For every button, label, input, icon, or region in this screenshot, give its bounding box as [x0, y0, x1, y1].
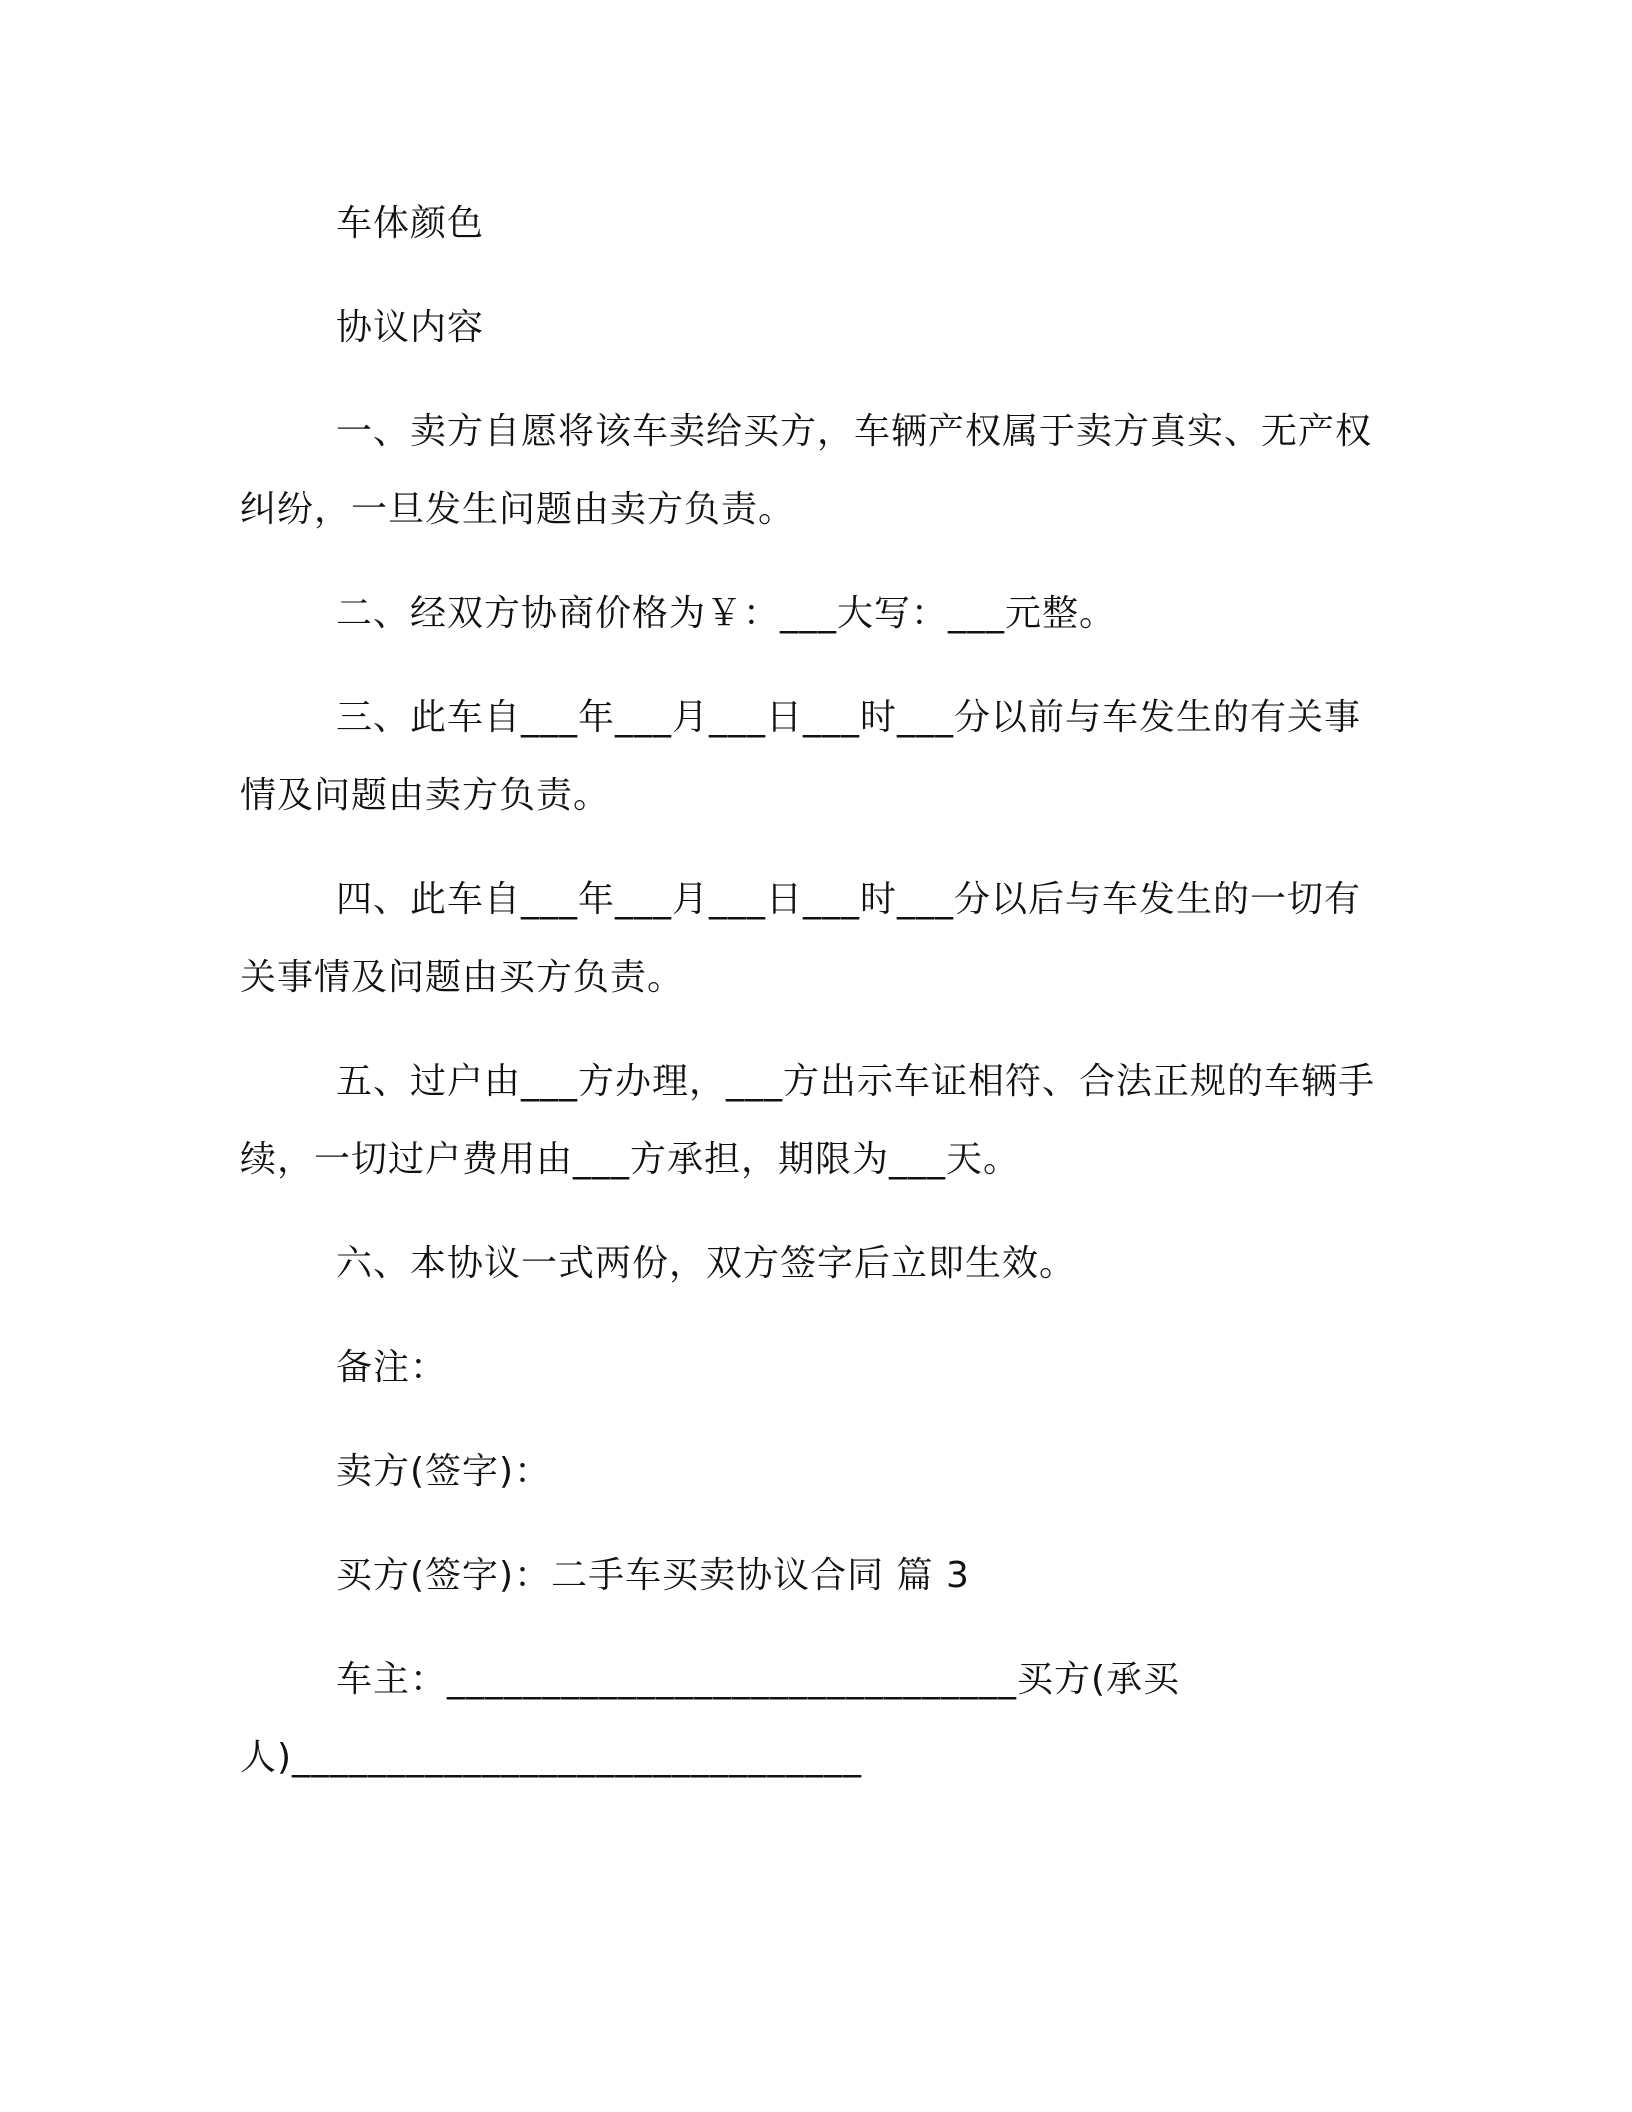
- document-body: [240, 185, 1390, 1823]
- paragraph-clause-2: 二、经双方协商价格为￥：___大写：___元整。: [336, 593, 1117, 634]
- paragraph-clause-3: 三、此车自___年___月___日___时___分以前与车发生的有关事情及问题由卖方负责。: [240, 697, 1362, 816]
- paragraph-clause-5: 五、过户由___方办理，___方出示车证相符、合法正规的车辆手续，一切过户费用由___方承担，期限为___天。: [240, 1061, 1376, 1180]
- paragraph-clause-1: 一、卖方自愿将该车卖给买方，车辆产权属于卖方真实、无产权纠纷，一旦发生问题由卖方负责。: [240, 411, 1373, 530]
- paragraph-buyer-signature: 买方(签字)：二手车买卖协议合同 篇 3: [336, 1555, 970, 1596]
- paragraph-owner-buyer-lines: 车主：______________________________买方(承买人)______________________________: [240, 1659, 1181, 1778]
- paragraph-vehicle-color: 车体颜色: [336, 203, 485, 244]
- paragraph-agreement-heading: 协议内容: [336, 307, 485, 348]
- paragraph-clause-4: 四、此车自___年___月___日___时___分以后与车发生的一切有关事情及问题由买方负责。: [240, 879, 1362, 998]
- paragraph-remarks: 备注：: [336, 1347, 448, 1388]
- paragraph-clause-6: 六、本协议一式两份，双方签字后立即生效。: [336, 1243, 1077, 1284]
- paragraph-seller-signature: 卖方(签字)：: [336, 1451, 552, 1492]
